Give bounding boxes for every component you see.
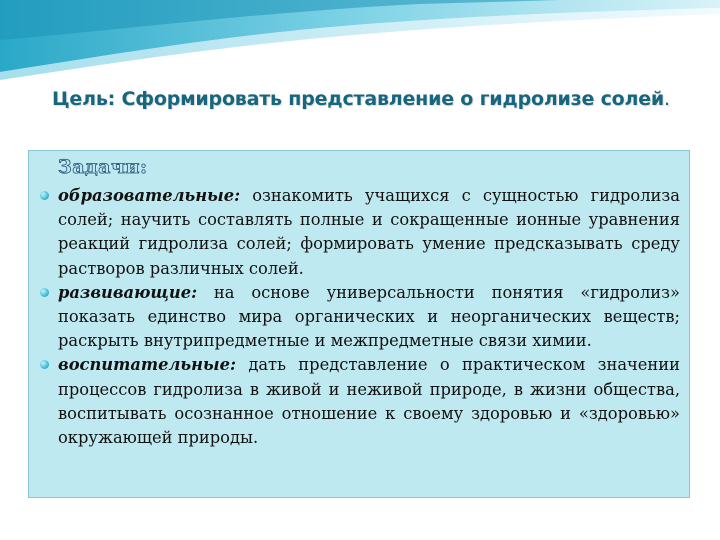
bullet-icon <box>40 360 49 369</box>
task-label: воспитательные: <box>58 355 236 375</box>
task-text: дать представление о практическом значении процессов гидролиза в живой и неживой природе, в жизни общества, воспитывать осознанное отношение к своему здоровью и «здоровью» окружающей природы. <box>58 355 680 448</box>
header-wave-decoration <box>0 0 720 100</box>
tasks-heading: Задачи: <box>58 156 148 178</box>
bullet-icon <box>40 288 49 297</box>
task-text: на основе универсальности понятия «гидролиз» показать единство мира органических и неорганических веществ; раскрыть внутрипредметные и межпредметные связи химии. <box>58 282 680 351</box>
bullet-icon <box>40 191 49 200</box>
task-label: образовательные: <box>58 186 241 205</box>
slide-title <box>52 88 692 110</box>
task-text: ознакомить учащихся с сущностью гидролиза солей; научить составлять полные и сокращенные ионные уравнения реакций гидролиза солей; формировать умение предсказывать среду растворов различных солей. <box>58 186 680 278</box>
title-text: Цель: Сформировать представление о гидролизе солей <box>52 88 665 110</box>
task-label: развивающие: <box>58 282 198 302</box>
title-period: . <box>664 88 670 110</box>
task-list <box>40 184 680 450</box>
task-item-developmental <box>40 281 680 354</box>
task-item-upbringing <box>40 353 680 450</box>
task-item-educational <box>40 184 680 281</box>
